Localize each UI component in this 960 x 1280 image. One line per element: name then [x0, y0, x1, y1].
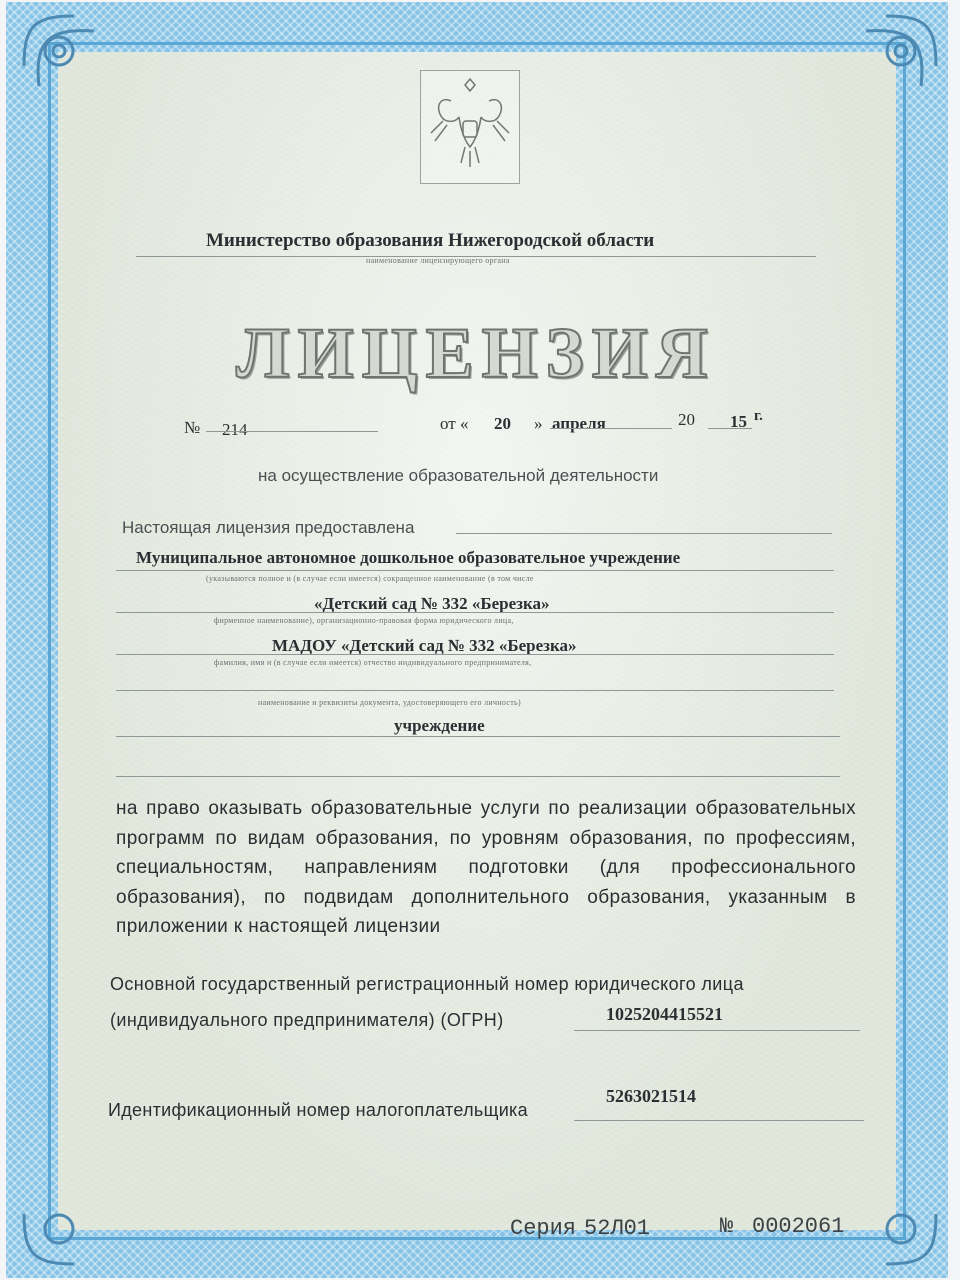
ogrn-label-line2: (индивидуального предпринимателя) (ОГРН) [110, 1010, 504, 1030]
blank-number: 0002061 [752, 1214, 845, 1239]
inn-label: Идентификационный номер налогоплательщика [108, 1100, 528, 1120]
ornament-corner-icon [14, 1164, 124, 1274]
caption-identity-doc: наименование и реквизиты документа, удостоверяющего его личность) [258, 698, 521, 707]
ogrn-underline [574, 1030, 860, 1031]
full-name-underline [116, 570, 834, 571]
date-year-label: г. [754, 408, 763, 424]
date-from-label: от « [440, 414, 469, 433]
license-right-text: на право оказывать образовательные услуги по реализации образовательных программ по видам образования, по уровням образования, по профессиям, специальностям, направлениям подготовки (для профессионального образования), по подвидам дополнительного образования, указанным в приложении к настоящей лицензии [116, 798, 856, 937]
state-emblem [420, 70, 520, 184]
caption-full-name: (указываются полное и (в случае если имеется) сокращенное наименование (в том числе [206, 574, 534, 583]
org-short-name: МАДОУ «Детский сад № 332 «Березка» [272, 636, 577, 655]
caption-firm-name: фирменное наименование), организационно-правовая форма юридического лица, [214, 616, 514, 625]
ornament-corner-icon [836, 1164, 946, 1274]
name-line2-underline [116, 612, 834, 613]
blank-underline-2 [116, 776, 840, 777]
ogrn-label-line1: Основной государственный регистрационный номер юридического лица [110, 974, 744, 994]
year-underline [708, 428, 752, 429]
ogrn-value: 1025204415521 [606, 1004, 723, 1024]
org-form-underline [116, 736, 840, 737]
series-label: Серия [510, 1216, 577, 1241]
inn-underline [574, 1120, 864, 1121]
granted-underline [456, 533, 832, 534]
caption-entrepreneur: фамилия, имя и (в случае если имеется) отчество индивидуального предпринимателя, [214, 658, 532, 667]
document-title: ЛИЦЕНЗИЯ [236, 313, 716, 393]
series-value: 52Л01 [584, 1216, 651, 1241]
number-sign: № [184, 418, 201, 437]
month-underline [550, 428, 672, 429]
granted-label: Настоящая лицензия предоставлена [122, 518, 415, 537]
org-full-name: Муниципальное автономное дошкольное образовательное учреждение [136, 548, 681, 567]
issuer-name: Министерство образования Нижегородской области [206, 230, 655, 251]
blank-underline [116, 690, 834, 691]
issuer-caption: наименование лицензирующего органа [366, 256, 510, 265]
double-headed-eagle-icon [421, 71, 519, 183]
org-form: учреждение [394, 716, 485, 735]
date-month: апреля [552, 414, 606, 433]
license-purpose: на осуществление образовательной деятельности [258, 466, 659, 485]
blank-number-sign: № [720, 1214, 734, 1239]
date-year-prefix: 20 [678, 410, 695, 429]
date-year-suffix: 15 [730, 412, 747, 431]
ornament-corner-icon [836, 6, 946, 116]
org-name-line2: «Детский сад № 332 «Березка» [314, 594, 550, 613]
number-underline [206, 431, 378, 432]
date-day-close: » [534, 414, 543, 433]
short-name-underline [116, 654, 834, 655]
ornament-corner-icon [14, 6, 124, 116]
license-number: 214 [222, 420, 248, 439]
inn-value: 5263021514 [606, 1086, 696, 1106]
date-day: 20 [494, 414, 511, 433]
